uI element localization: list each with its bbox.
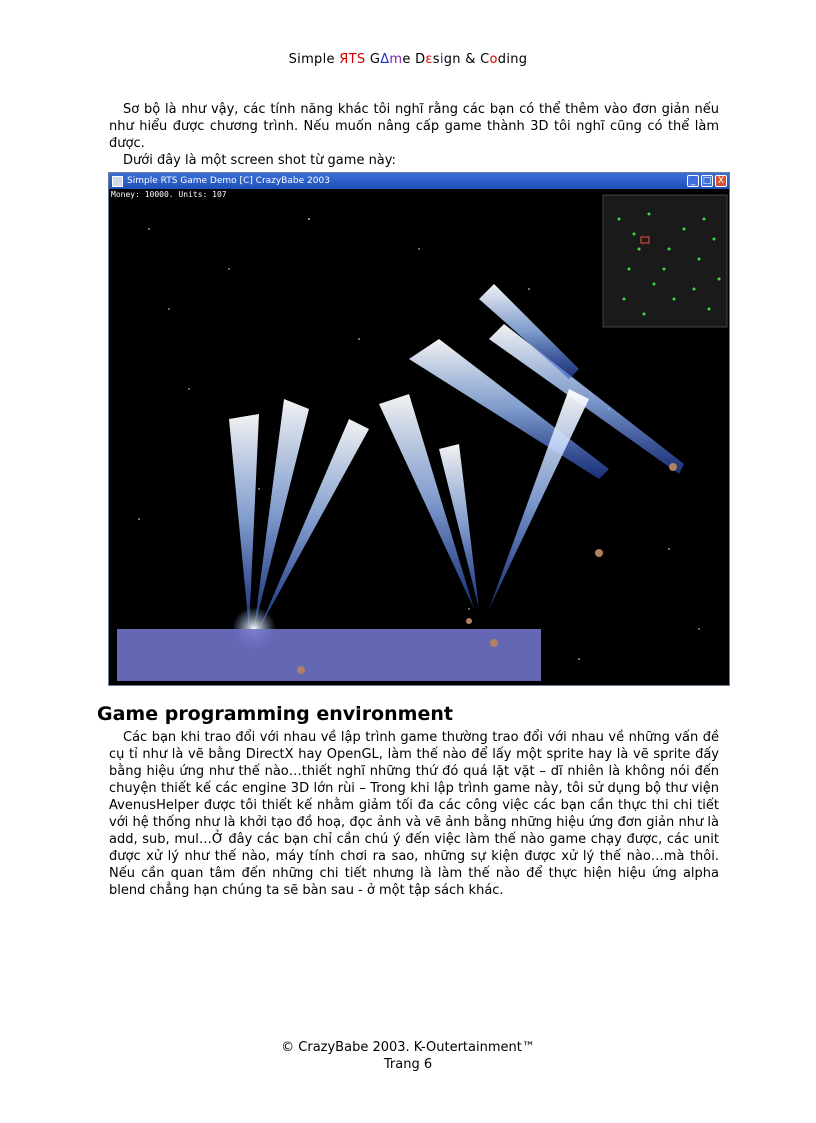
header-part: ЯTS xyxy=(339,52,366,67)
header-part: gn & C xyxy=(443,52,490,67)
footer-copyright: © CrazyBabe 2003. K-Outertainment™ xyxy=(281,1040,535,1055)
game-screenshot xyxy=(108,172,730,686)
base-panel[interactable] xyxy=(117,629,541,681)
window-titlebar xyxy=(109,173,729,189)
section-heading: Game programming environment xyxy=(97,703,453,725)
maximize-button[interactable]: □ xyxy=(702,176,712,186)
header-part: G xyxy=(365,52,381,67)
app-icon xyxy=(112,176,123,187)
close-button[interactable]: X xyxy=(715,175,727,187)
header-part: o xyxy=(489,52,498,67)
minimize-button[interactable]: _ xyxy=(687,175,699,187)
minimap[interactable] xyxy=(603,195,727,327)
window-title: Simple RTS Game Demo [C] CrazyBabe 2003 xyxy=(127,176,330,186)
section-body: Các bạn khi trao đổi với nhau về lập trình game thường trao đổi với nhau về những vấn đề cụ tỉ như là vẽ bằng DirectX hay OpenGL, làm thế nào để lấy một sprite hay là vẽ sprite đấy bằng hiệu ứng như thế nào…thiết nghĩ những thứ đó quá lặt vặt – dĩ nhiên là không nói đến chuyện thiết kế các engine 3D lớn rùi – Trong khi lập trình game này, tôi sử dụng bộ thư viện AvenusHelper được tôi thiết kế nhằm giảm tối đa các công việc các bạn cần thực thi chi tiết với hệ thống như là khởi tạo đồ hoạ, đọc ảnh và vẽ ảnh bằng những hiệu ứng đơn giản như là add, sub, mul…Ở đây các bạn chỉ cần chú ý đến việc làm thế nào game chạy được, các unit được xử lý như thế nào, máy tính chơi ra sao, những sự kiện được xử lý thế nào…mà thôi. Nếu cần quan tâm đến những chi tiết nhưng là làm thế nào để thực hiện hiệu ứng alpha blend chẳng hạn chúng ta sẽ bàn sau - ở một tập sách khác. xyxy=(109,730,719,898)
page-number: Trang 6 xyxy=(383,1057,433,1072)
header-part: Simple xyxy=(288,52,340,67)
money-units-readout: Money: 10000. Units: 107 xyxy=(111,190,227,199)
intro-paragraph: Sơ bộ là như vậy, các tính năng khác tôi nghĩ rằng các bạn có thể thêm vào đơn giản nếu như hiểu được chương trình. Nếu muốn nâng cấp game thành 3D tôi nghĩ cũng có thể làm được. xyxy=(109,102,719,151)
screenshot-caption: Dưới đây là một screen shot từ game này: xyxy=(123,153,396,168)
header-part: ε xyxy=(425,52,433,67)
header-part: Δ xyxy=(380,52,390,67)
header-part: ding xyxy=(497,52,528,67)
header-part: e D xyxy=(402,52,426,67)
game-scene xyxy=(109,189,729,685)
header-part: m xyxy=(389,52,403,67)
header-part: i xyxy=(439,52,444,67)
header-part: s xyxy=(432,52,440,67)
page-header xyxy=(0,52,816,67)
